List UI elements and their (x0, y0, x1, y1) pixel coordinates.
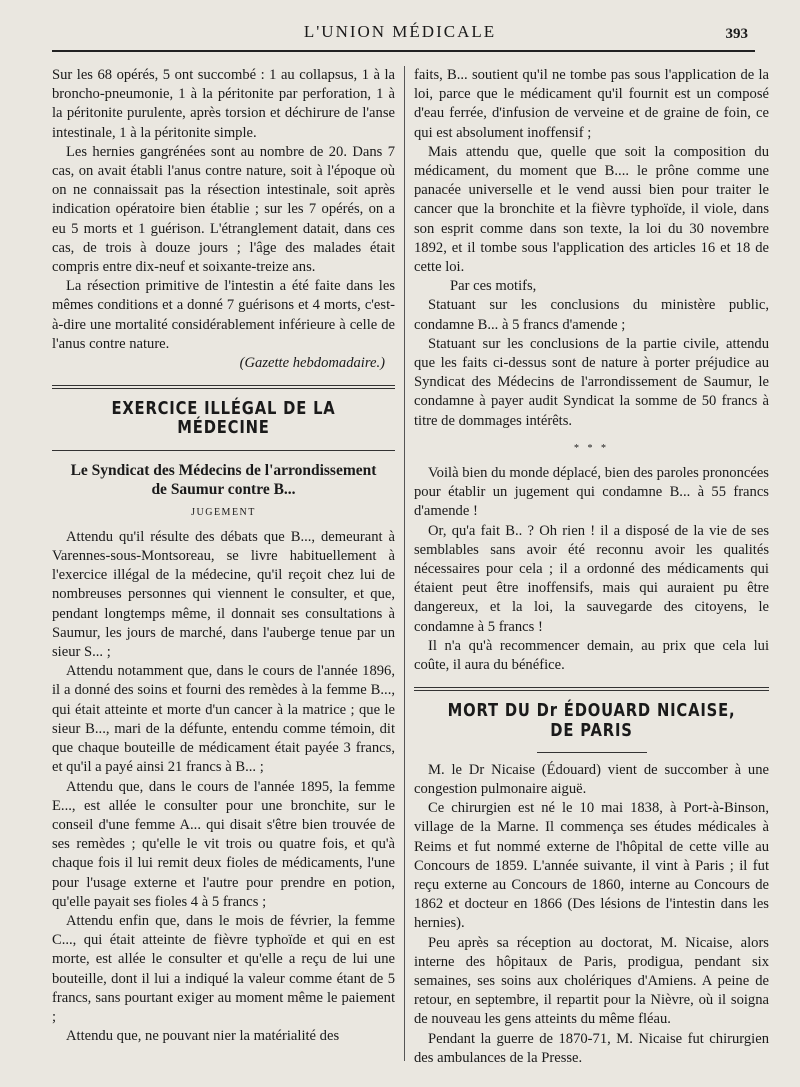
paragraph: Pendant la guerre de 1870-71, M. Nicaise fut chirurgien des ambulances de la Presse. (414, 1030, 769, 1066)
paragraph: faits, B... soutient qu'il ne tombe pas sous l'application de la loi, parce que le médicament qu'il fournit est un composé d'eau ferrée, d'infusion de verveine et de graine de foin, ce qui est absolument inoffensif ; (414, 67, 769, 141)
journal-title: L'UNION MÉDICALE (303, 22, 497, 41)
paragraph: Voilà bien du monde déplacé, bien des paroles prononcées pour établir un jugement qui condamne B... à 55 francs d'amende ! (414, 465, 769, 520)
paragraph: Ce chirurgien est né le 10 mai 1838, à Port-à-Binson, village de la Marne. Il commença ses études médicales à Reims et fut nommé externe de l'hôpital de cette ville au Concours de 1859. L'année suivante, il vint à Paris ; il fut reçu externe au Concours de 1860, interne au Concours de 1862 et docteur en 1866 (Des lésions de l'intestin dans les hernies). (414, 800, 769, 932)
column-divider (404, 66, 405, 1061)
paragraph: Attendu qu'il résulte des débats que B..., demeurant à Varennes-sous-Montsoreau, se livre habituellement à l'exercice illégal de la médecine, qu'il reçoit chez lui de nombreuses personnes qui viennent le consulter, et que, pendant longtemps même, il donnait ses consultations à Saumur, les jours de marché, dans l'auberge tenue par un sieur S... ; (52, 528, 395, 661)
paragraph: Attendu enfin que, dans le mois de février, la femme C..., qui était atteinte de fièvre typhoïde et qui en est morte, est allée le consulter et qu'elle a reçu de lui une bouteille, dont il lui a indiqué la valeur comme étant de 5 francs, sans pourtant exiger au moment même le paiement ; (52, 912, 395, 1025)
article-subtitle: Le Syndicat des Médecins de l'arrondissement de Saumur contre B... (70, 461, 377, 498)
section-heading: MORT DU Dr ÉDOUARD NICAISE, DE PARIS (447, 700, 736, 741)
section-divider (414, 687, 769, 691)
page-number: 393 (725, 26, 748, 42)
thin-divider (52, 450, 395, 451)
paragraph: Il n'a qu'à recommencer demain, au prix que cela lui coûte, il aura du bénéfice. (414, 637, 769, 674)
paragraph: Or, qu'a fait B.. ? Oh rien ! il a disposé de la vie de ses semblables sans avoir été reconnu avoir les qualités nécessaires pour cela ; il a ordonné des médicaments qui étaient peut être inoffensifs, mais qui auraient pu être dangereux, et la loi, la sauvegarde des citoyens, le condamne à 5 francs ! (414, 522, 769, 635)
asterism: * * * (574, 442, 609, 454)
header-rule (52, 50, 755, 52)
paragraph: Peu après sa réception au doctorat, M. Nicaise, alors interne des hôpitaux de Paris, prodigua, pendant six semaines, ses soins aux cholériques d'Amiens. A peine de retour, en septembre, il repartit pour la Nièvre, où il soigna de nouveau les gens atteints du même fléau. (414, 934, 769, 1028)
jugement-label: JUGEMENT (191, 506, 256, 518)
paragraph: La résection primitive de l'intestin a été faite dans les mêmes conditions et a donné 7 guérisons et 4 morts, c'est-à-dire une mortalité considérablement inférieure à celle de l'anus contre nature. (52, 278, 395, 352)
short-rule (537, 752, 647, 753)
paragraph: Attendu notamment que, dans le cours de l'année 1896, il a donné des soins et fourni des remèdes à la femme B..., qui était atteinte et morte d'un cancer à la matrice ; que le sieur B..., mari de la défunte, entendu comme témoin, dit que chaque bouteille de médicament était payée 3 francs, et qu'il a payé ainsi 21 francs à B... ; (52, 663, 395, 776)
source-citation: (Gazette hebdomadaire.) (239, 355, 385, 372)
paragraph: Par ces motifs, (450, 278, 537, 295)
paragraph: Attendu que, dans le cours de l'année 1895, la femme E..., est allée le consulter pour une bronchite, sur le conseil d'une femme A... qui disait s'être bien trouvée de ses remèdes ; qu'elle le vit trois ou quatre fois, et qu'à chaque fois il lui remit deux fioles de médicaments, l'une pour l'usage externe et l'autre pour prendre en potion, qu'elle payait ses fioles 4 à 5 francs ; (52, 778, 395, 910)
paragraph: Sur les 68 opérés, 5 ont succombé : 1 au collapsus, 1 à la broncho-pneumonie, 1 à la péritonite par perforation, 1 à la péritonite purulente, après torsion et déchirure de l'anse intestinale, 1 à la péritonite simple. (52, 67, 395, 141)
left-column (52, 66, 395, 1046)
paragraph: Attendu que, ne pouvant nier la matérialité des (66, 1028, 340, 1045)
paragraph: Statuant sur les conclusions du ministère public, condamne B... à 5 francs d'amende ; (414, 297, 769, 333)
page-header (0, 22, 800, 52)
section-divider (52, 385, 395, 389)
right-column (414, 66, 769, 1068)
paragraph: M. le Dr Nicaise (Édouard) vient de succomber à une congestion pulmonaire aiguë. (414, 761, 769, 797)
paragraph: Statuant sur les conclusions de la partie civile, attendu que les faits ci-dessus sont de nature à porter préjudice au Syndicat des Médecins de l'arrondissement de Saumur, le condamne à payer audit Syndicat la somme de 50 francs à titre de dommages intérêts. (414, 335, 769, 429)
section-heading: EXERCICE ILLÉGAL DE LA MÉDECINE (111, 398, 336, 439)
paragraph: Les hernies gangrénées sont au nombre de 20. Dans 7 cas, on avait établi l'anus contre nature, soit à l'époque où on ne connaissait pas la résection intestinale, soit après indication opératoire bien établie ; sur les 7 opérés, on a eu 5 morts et 1 guérison. L'étranglement datait, dans ces cas, de trois à douze jours ; l'âge des malades était compris entre dix-neuf et soixante-treize ans. (52, 143, 395, 276)
paragraph: Mais attendu que, quelle que soit la composition du médicament, du moment que B.... le prône comme une panacée universelle et le vend aussi bien pour traiter le cancer que la bronchite et la fièvre typhoïde, il viole, dans son esprit comme dans son texte, la loi du 30 novembre 1892, et il tombe sous l'application des articles 16 et 18 de cette loi. (414, 143, 769, 276)
